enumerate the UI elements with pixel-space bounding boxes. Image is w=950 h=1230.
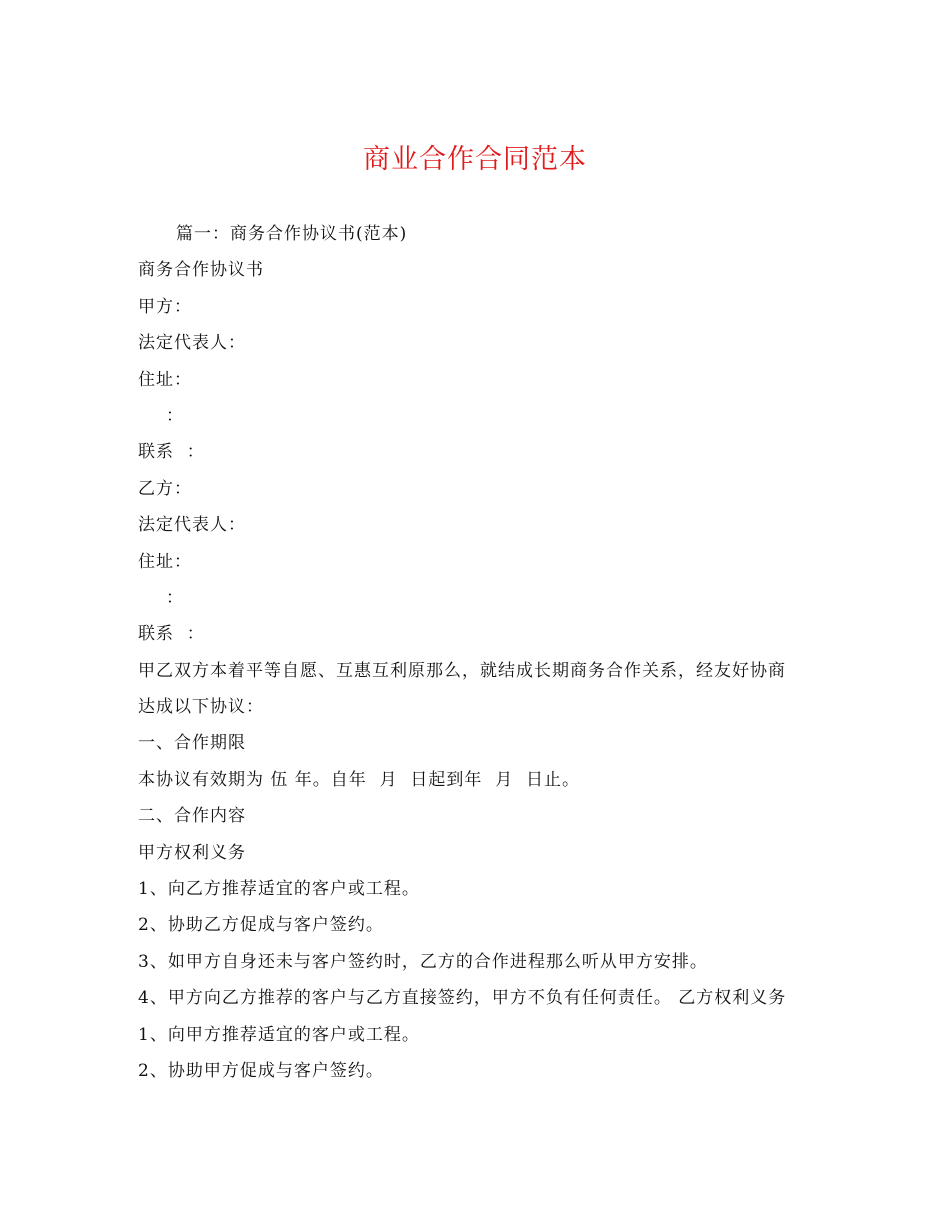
- party-b-address-line: 住址：: [138, 551, 192, 572]
- party-b-contact-line: 联系 ：: [138, 624, 205, 645]
- party-a-address-line: 住址：: [138, 369, 192, 390]
- party-a-obligation-4: 4、甲方向乙方推荐的客户与乙方直接签约，甲方不负有任何责任。 乙方权利义务: [138, 988, 787, 1009]
- party-a-blank-field-line: ：: [166, 405, 184, 426]
- agreement-title-line: 商务合作协议书: [138, 260, 264, 281]
- clause-content-heading: 二、合作内容: [138, 806, 246, 827]
- section-heading: 篇一：商务合作协议书(范本): [176, 224, 408, 244]
- preamble-line-1: 甲乙双方本着平等自愿、互惠互利原那么，就结成长期商务合作关系，经友好协商: [138, 660, 786, 681]
- preamble-line-2: 达成以下协议：: [138, 697, 264, 718]
- clause-term-heading: 一、合作期限: [138, 733, 246, 754]
- party-a-obligation-1: 1、向乙方推荐适宜的客户或工程。: [138, 879, 420, 900]
- party-b-blank-field-line: ：: [166, 587, 184, 608]
- party-a-obligation-3: 3、如甲方自身还未与客户签约时，乙方的合作进程那么听从甲方安排。: [138, 951, 708, 972]
- document-body: [138, 216, 828, 1089]
- party-a-representative-line: 法定代表人：: [138, 333, 246, 354]
- document-title: 商业合作合同范本: [363, 144, 587, 175]
- party-b-obligation-1: 1、向甲方推荐适宜的客户或工程。: [138, 1024, 420, 1045]
- party-a-contact-line: 联系 ：: [138, 442, 205, 463]
- party-b-representative-line: 法定代表人：: [138, 515, 246, 536]
- party-b-line: 乙方：: [138, 478, 192, 499]
- party-a-obligation-2: 2、协助乙方促成与客户签约。: [138, 915, 384, 936]
- party-a-rights-heading: 甲方权利义务: [138, 842, 246, 863]
- party-a-line: 甲方：: [138, 296, 192, 317]
- term-text-line: 本协议有效期为 伍 年。自年 月 日起到年 月 日止。: [138, 769, 581, 790]
- party-b-obligation-2: 2、协助甲方促成与客户签约。: [138, 1060, 384, 1081]
